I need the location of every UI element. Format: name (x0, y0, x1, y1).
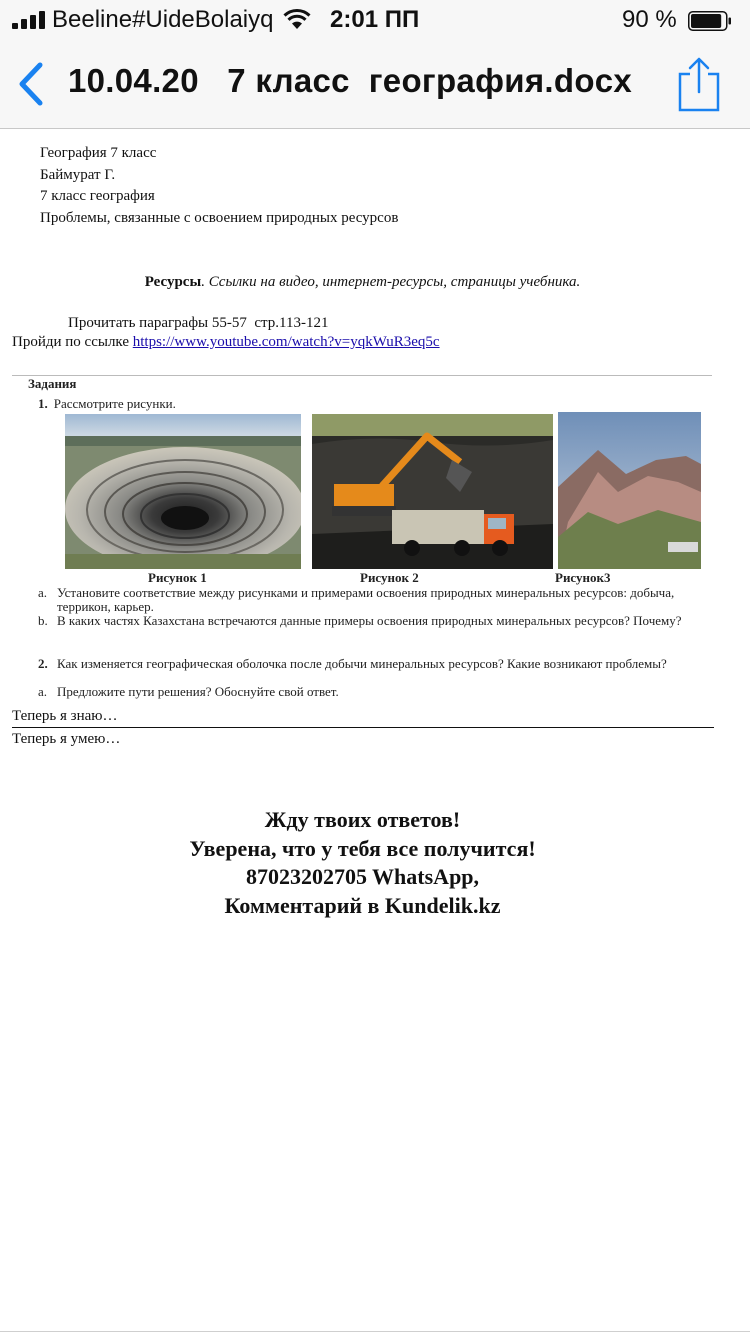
carrier-name: Beeline#UideBolaiyq (52, 6, 274, 33)
meta-subject: География 7 класс (40, 145, 157, 161)
battery-icon (688, 11, 732, 31)
closing-line-4: Комментарий в Kundelik.kz (224, 892, 501, 918)
question-1a-text: Установите соответствие между рисунками и примерами освоения природных минеральных ресурсов: добыча, террикон, карьер. (57, 585, 675, 614)
divider (12, 727, 714, 728)
now-i-know-line: Теперь я знаю… (12, 708, 118, 724)
question-1 (38, 396, 176, 412)
question-1a-mark: a. (38, 585, 48, 600)
question-2-number: 2. (38, 656, 48, 671)
figure-1-caption: Рисунок 1 (148, 570, 207, 585)
meta-class: 7 класс география (40, 188, 155, 204)
battery-percent: 90 % (622, 6, 677, 33)
tasks-image (12, 375, 712, 701)
closing-line-3: 87023202705 WhatsApp, (245, 864, 480, 889)
navigation-bar (0, 40, 750, 129)
share-icon[interactable] (676, 56, 722, 112)
figure-2-caption: Рисунок 2 (360, 570, 419, 585)
question-1-text: Рассмотрите рисунки. (53, 396, 176, 411)
question-1b-text: В каких частях Казахстана встречаются данные примеры освоения природных минеральных ресурсов? Почему? (57, 613, 682, 628)
wifi-icon (282, 8, 312, 30)
closing-message (0, 806, 725, 920)
figure-3-caption: Рисунок3 (555, 570, 611, 585)
reading-assignment: Прочитать параграфы 55-57 стр.113-121 (68, 315, 329, 331)
cellular-signal-icon (12, 11, 46, 29)
question-1-number: 1. (38, 396, 48, 411)
video-link-line (12, 334, 440, 351)
chevron-left-icon[interactable] (14, 60, 50, 108)
resources-text: . Ссылки на видео, интернет-ресурсы, страницы учебника. (201, 274, 581, 290)
question-1b-mark: b. (38, 613, 48, 628)
excavator-truck-photo (312, 414, 553, 569)
document-title: 10.04.20 7 класс география.docx (68, 62, 633, 99)
meta-topic: Проблемы, связанные с освоением природных ресурсов (40, 209, 399, 226)
meta-author: Баймурат Г. (40, 166, 116, 183)
closing-line-2: Уверена, что у тебя все получится! (189, 835, 536, 861)
tasks-title: Задания (28, 376, 77, 391)
now-i-can-line: Теперь я умею… (12, 731, 121, 747)
closing-line-1: Жду твоих ответов! (264, 807, 461, 832)
question-2a-mark: a. (38, 684, 48, 699)
status-bar (0, 0, 750, 40)
question-2-text: Как изменяется географическая оболочка после добычи минеральных ресурсов? Какие возникают проблемы? (57, 656, 667, 671)
spoil-tip-photo (558, 412, 701, 569)
clock: 2:01 ПП (330, 6, 420, 33)
resources-label: Ресурсы (144, 274, 202, 290)
youtube-link[interactable]: https://www.youtube.com/watch?v=yqkWuR3eq5c (132, 334, 440, 350)
resources-line (0, 274, 725, 291)
page-bottom-edge (0, 1331, 750, 1332)
link-prefix: Пройди по ссылке (12, 334, 133, 350)
document-header (40, 143, 398, 229)
question-2a-text: Предложите пути решения? Обоснуйте свой ответ. (57, 684, 339, 699)
document-body (0, 129, 750, 1334)
open-pit-mine-photo (65, 414, 301, 569)
